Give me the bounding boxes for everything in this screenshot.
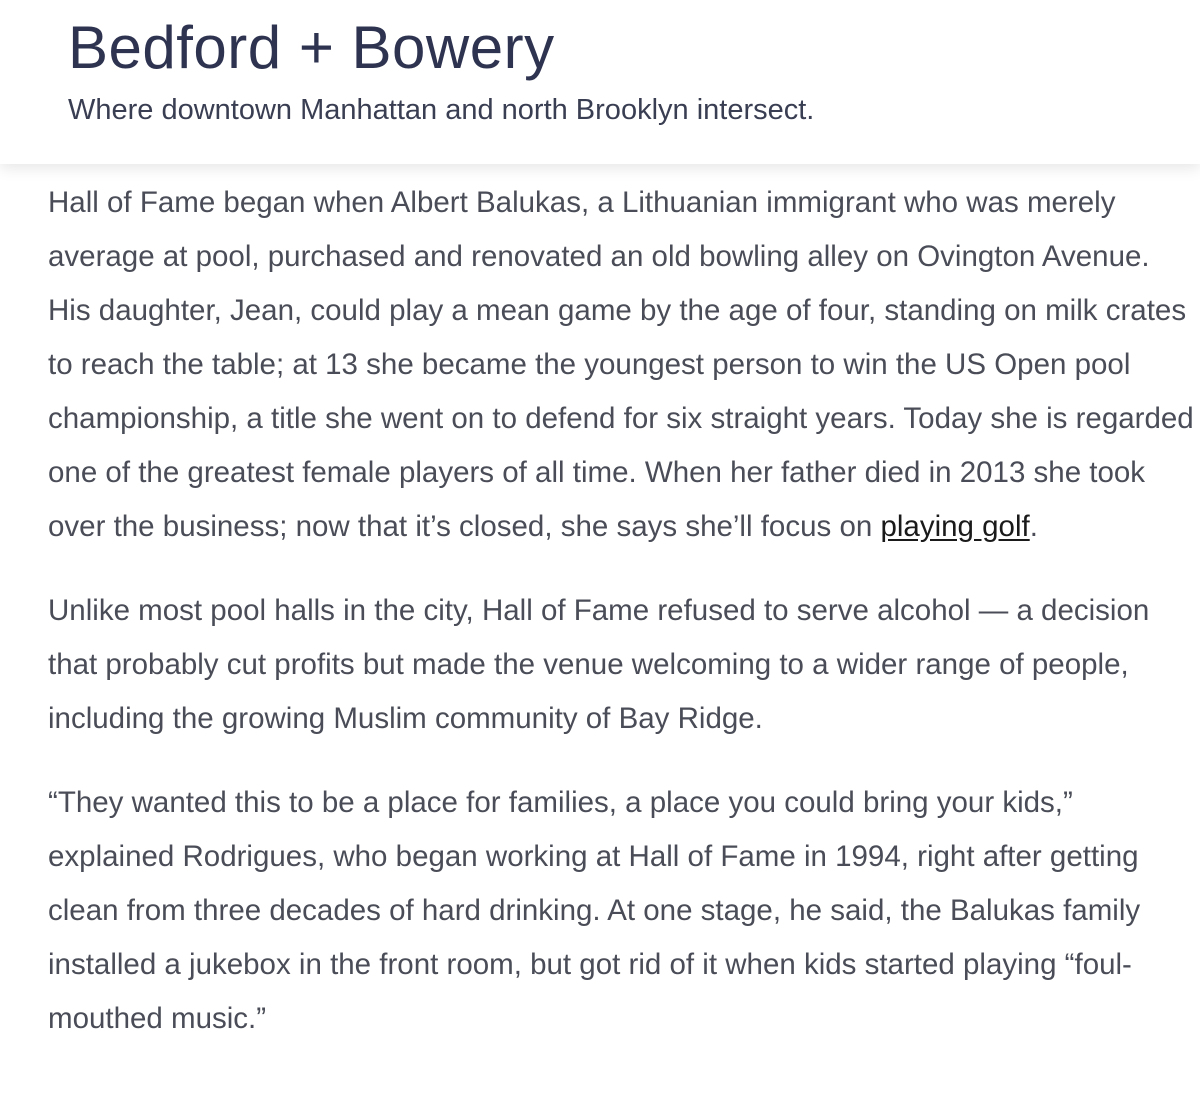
site-title[interactable]: Bedford + Bowery	[68, 14, 555, 81]
article-body	[48, 176, 1200, 1046]
playing-golf-link[interactable]: playing golf	[880, 510, 1030, 543]
paragraph-1-end: .	[1029, 510, 1038, 543]
article-paragraph-2: Unlike most pool halls in the city, Hall of Fame refused to serve alcohol — a decision that probably cut profits but made the venue welcoming to a wider range of people, including the growing Muslim community of Bay Ridge.	[48, 594, 1150, 735]
paragraph-1-text: Hall of Fame began when Albert Balukas, a Lithuanian immigrant who was merely average at pool, purchased and renovated an old bowling alley on Ovington Avenue. His daughter, Jean, could play a mean game by the age of four, standing on milk crates to reach the table; at 13 she became the youngest person to win the US Open pool championship, a title she went on to defend for six straight years. Today she is regarded one of the greatest female players of all time. When her father died in 2013 she took over the business; now that it’s closed, she says she’ll focus on	[48, 186, 1194, 543]
article-paragraph-1	[48, 176, 1200, 554]
site-header	[0, 0, 1200, 164]
site-tagline: Where downtown Manhattan and north Brooklyn intersect.	[68, 94, 815, 126]
article-paragraph-3: “They wanted this to be a place for families, a place you could bring your kids,” explained Rodrigues, who began working at Hall of Fame in 1994, right after getting clean from three decades of hard drinking. At one stage, he said, the Balukas family installed a jukebox in the front room, but got rid of it when kids started playing “foul-mouthed music.”	[48, 786, 1141, 1035]
